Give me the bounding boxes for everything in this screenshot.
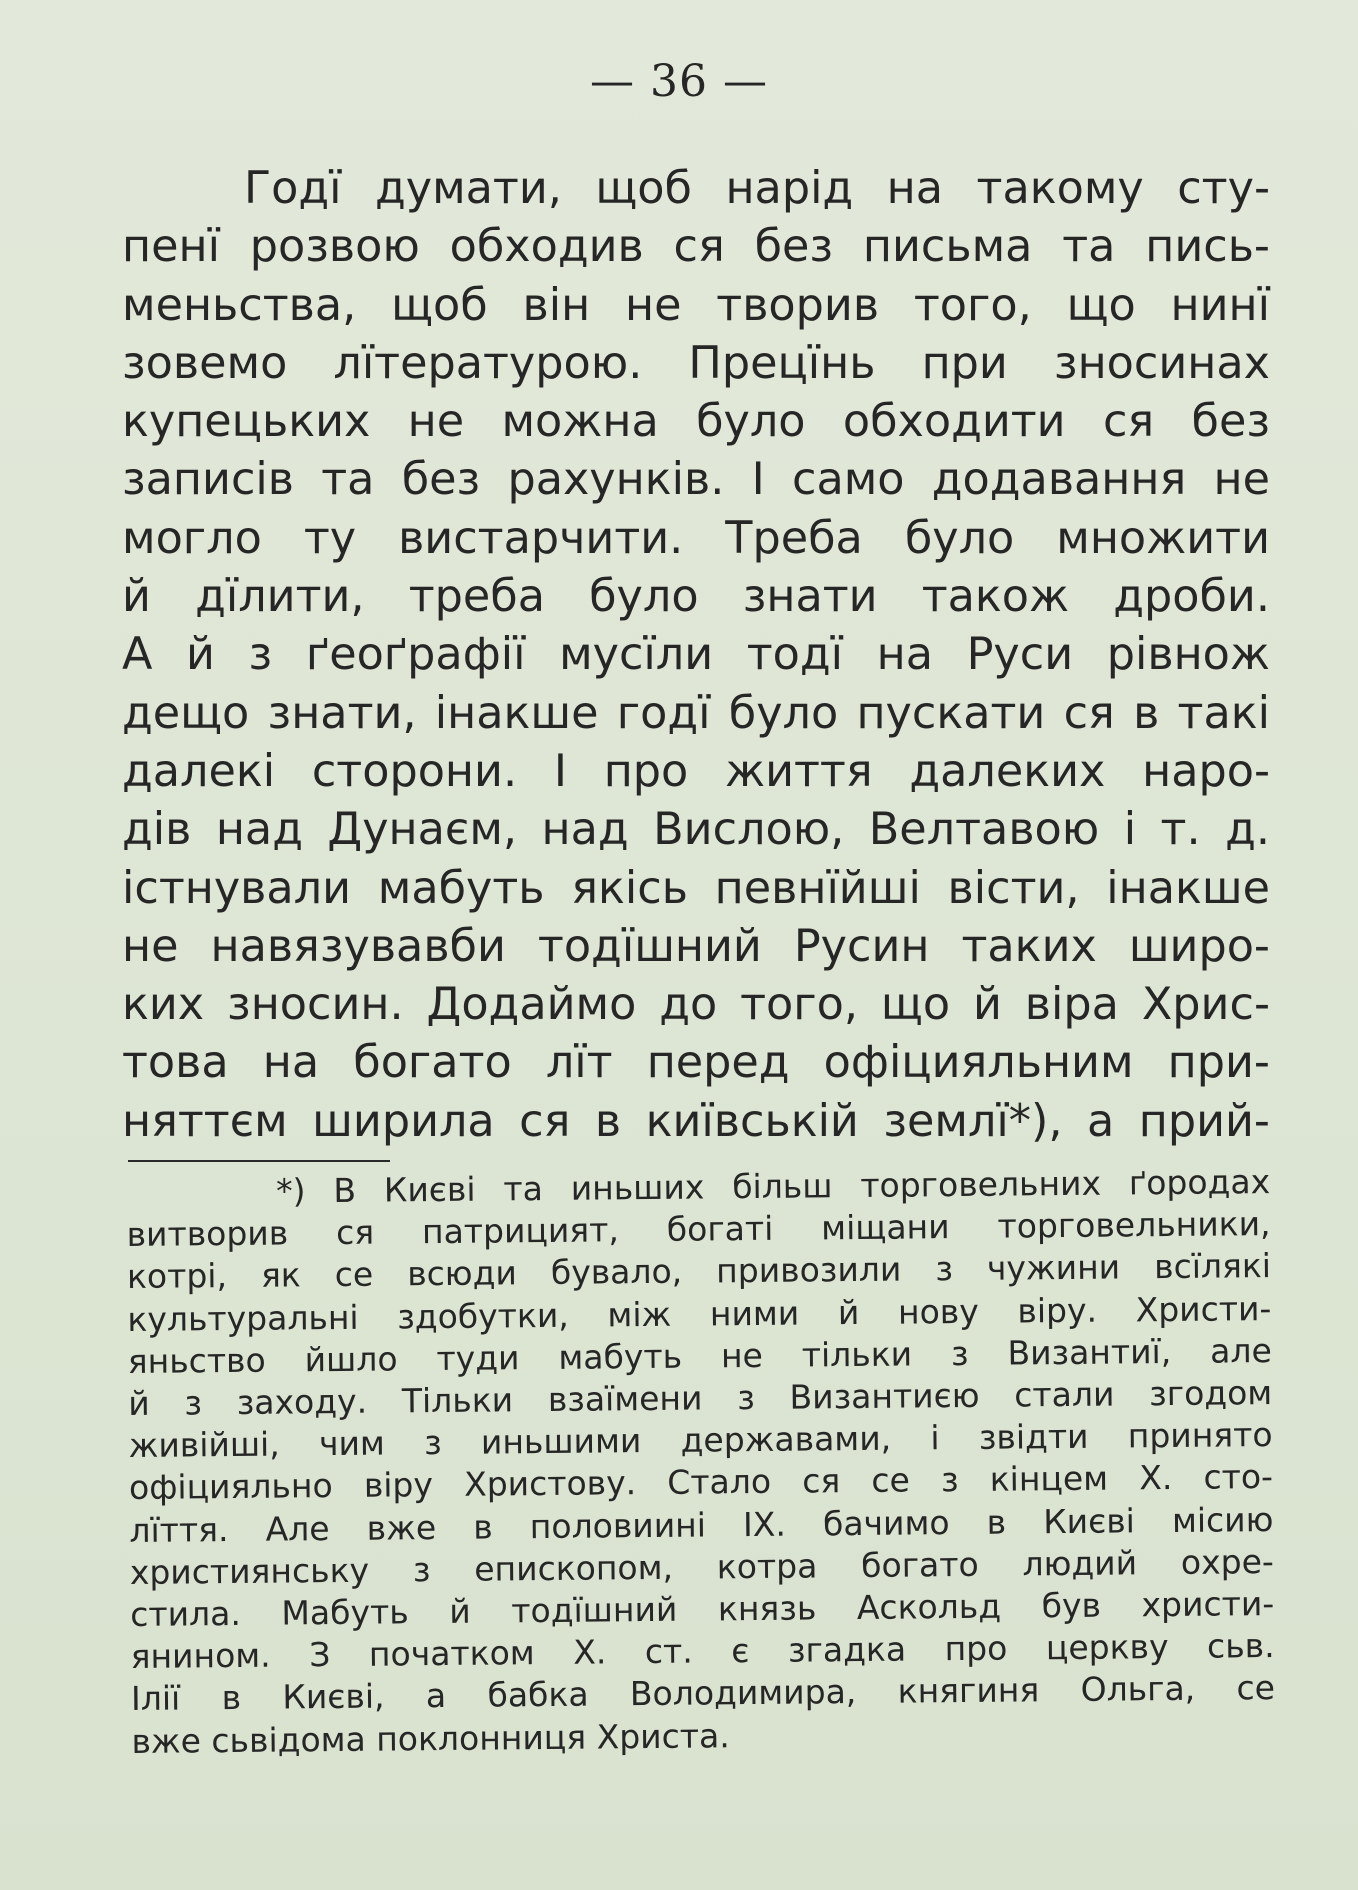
text-line: това на богато лїт перед офіцияльним при- bbox=[122, 1037, 1270, 1089]
text-line: й дїлити, треба було знати також дроби. bbox=[122, 571, 1270, 623]
footnote-line: котрі, як се всюди бувало, привозили з чужини всїлякі bbox=[126, 1246, 1272, 1297]
footnote-line: стила. Мабуть й тодїшний князь Аскольд був христи- bbox=[130, 1584, 1275, 1635]
text-line: А й з ґеоґрафії мусїли тодї на Руси рівнож bbox=[122, 629, 1270, 681]
footnote-line: лїття. Але вже в половиині IX. бачимо в Києві місию bbox=[129, 1499, 1274, 1550]
text-line: записів та без рахунків. І само додавання не bbox=[122, 454, 1270, 506]
footnote bbox=[126, 1161, 1276, 1763]
footnote-line: витворив ся патрицият, богаті міщани торговельники, bbox=[126, 1204, 1271, 1255]
footnote-line: *) В Києві та иньших більш торговельних ґородах bbox=[276, 1162, 1271, 1211]
text-line: меньства, щоб він не творив того, що нинї bbox=[122, 279, 1270, 331]
footnote-line: вже сьвідома поклонниця Христа. bbox=[131, 1715, 730, 1761]
footnote-line: й з заходу. Тільки взаїмени з Византиєю стали згодом bbox=[128, 1373, 1273, 1424]
text-line: купецьких не можна було обходити ся без bbox=[122, 396, 1270, 448]
main-text bbox=[122, 160, 1270, 1151]
footnote-line: янином. З початком Х. ст. є згадка про церкву сьв. bbox=[130, 1626, 1275, 1677]
text-line: няттєм ширила ся в київській землї*), а прий- bbox=[122, 1095, 1270, 1147]
text-line: Годї думати, щоб нарід на такому сту- bbox=[244, 163, 1270, 214]
page-number: — 36 — bbox=[590, 56, 768, 107]
text-line: могло ту вистарчити. Треба було множити bbox=[122, 512, 1270, 564]
footnote-line: культуральні здобутки, між ними й нову віру. Христи- bbox=[127, 1288, 1272, 1339]
text-line: ких зносин. Додаймо до того, що й віра Хрис- bbox=[122, 979, 1270, 1031]
footnote-line: яньство йшло туди мабуть не тільки з Византиї, але bbox=[127, 1330, 1272, 1381]
text-line: зовемо лїтературою. Прецїнь при зносинах bbox=[122, 337, 1270, 389]
footnote-divider bbox=[128, 1160, 390, 1162]
text-line: пенї розвою обходив ся без письма та пись- bbox=[122, 221, 1270, 273]
footnote-line: Ілії в Києві, а бабка Володимира, княгиня Ольга, се bbox=[130, 1668, 1276, 1719]
footnote-line: офіцияльно віру Христову. Стало ся се з кінцем Х. сто- bbox=[128, 1457, 1274, 1508]
text-line: дещо знати, інакше годї було пускати ся в такі bbox=[122, 687, 1270, 739]
text-line: істнували мабуть якісь певнїйші вісти, інакше bbox=[122, 862, 1270, 914]
footnote-line: живійші, чим з иньшими державами, і звідти принято bbox=[128, 1415, 1273, 1466]
text-line: дів над Дунаєм, над Вислою, Велтавою і т. д. bbox=[122, 804, 1270, 856]
text-line: не навязувавби тодїшний Русин таких широ- bbox=[122, 920, 1270, 972]
text-line: далекі сторони. І про життя далеких наро- bbox=[122, 745, 1270, 797]
footnote-line: християнську з епископом, котра богато людий охре- bbox=[129, 1541, 1274, 1592]
